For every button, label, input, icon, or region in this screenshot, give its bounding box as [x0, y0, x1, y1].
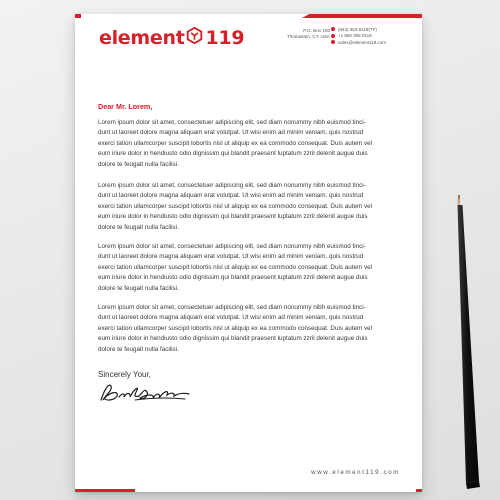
company-address — [282, 28, 330, 40]
paragraph-line: eum iriure dolor in hendiusto odio dignissim qui blandit praesent luptatum zzril delenit augue duis — [98, 150, 368, 158]
letter-closing: Sincerely Your, — [98, 370, 151, 379]
letter-paragraph-4 — [98, 303, 398, 355]
paragraph-line: Lorem ipsum dolor sit amet, consectetuer adipiscing elit, sed diam nonummy nibh euismod tinci- — [98, 182, 366, 189]
address-po-box: P.O. Box 100 — [303, 28, 330, 33]
phone-icon — [331, 34, 335, 38]
letter-paragraph-1 — [98, 118, 398, 170]
letter-salutation: Dear Mr. Lorem, — [98, 102, 153, 111]
contact-text: +1 860 358 0119 — [338, 33, 372, 39]
paragraph-line: dunt ut laoreet dolore magna aliquam erat volutpat. Ut wisi enim ad minim veniam, quis nostrud — [98, 129, 364, 137]
paragraph-line: exerci tation ullamcorper suscipit lobortis nisl ut aliquip ex ea commodo consequat. Duis autem vel — [98, 324, 373, 332]
corner-accent-bottom-right — [416, 489, 422, 492]
paragraph-line: Lorem ipsum dolor sit amet, consectetuer adipiscing elit, sed diam nonummy nibh euismod tinci- — [98, 243, 366, 250]
brand-name: element — [99, 26, 185, 49]
paragraph-line: dolore te feugait nulla facilisi. — [98, 223, 179, 231]
corner-accent-top-left — [75, 14, 81, 18]
phone-icon — [331, 27, 335, 31]
paragraph-line: dolore te feugait nulla facilisi. — [98, 284, 179, 292]
paragraph-line: Lorem ipsum dolor sit amet, consectetuer adipiscing elit, sed diam nonummy nibh euismod tinci- — [98, 119, 366, 126]
pencil-image — [452, 195, 482, 500]
paragraph-line: exerci tation ullamcorper suscipit lobortis nisl ut aliquip ex ea commodo consequat. Duis autem vel — [98, 202, 373, 210]
paragraph-line: eum iriure dolor in hendiusto odio dignissim qui blandit praesent luptatum zzril delenit augue duis — [98, 274, 368, 282]
paragraph-line: exerci tation ullamcorper suscipit lobortis nisl ut aliquip ex ea commodo consequat. Duis autem vel — [98, 139, 373, 147]
letterhead-paper — [75, 14, 422, 492]
paragraph-line: eum iriure dolor in hendiusto odio dignissim qui blandit praesent luptatum zzril delenit augue duis — [98, 335, 368, 343]
footer-website: www.element119.com — [311, 469, 400, 476]
mail-icon — [331, 40, 335, 44]
letter-paragraph-2 — [98, 181, 398, 233]
contact-list — [331, 26, 386, 46]
paragraph-line: eum iriure dolor in hendiusto odio dignissim qui blandit praesent luptatum zzril delenit augue duis — [98, 213, 368, 221]
corner-accent-top-right — [302, 14, 422, 18]
paragraph-line: exerci tation ullamcorper suscipit lobortis nisl ut aliquip ex ea commodo consequat. Duis autem vel — [98, 263, 373, 271]
paragraph-line: dunt ut laoreet dolore magna aliquam erat volutpat. Ut wisi enim ad minim veniam, quis nostrud — [98, 314, 364, 322]
contact-text: (844) 353-6119(TF) — [338, 26, 377, 32]
logo-mark-icon — [186, 27, 203, 49]
paragraph-line: dunt ut laoreet dolore magna aliquam erat volutpat. Ut wisi enim ad minim veniam, quis nostrud — [98, 253, 364, 261]
letter-paragraph-3 — [98, 242, 398, 294]
address-city: Thomaston, CT, USA — [286, 34, 330, 39]
paragraph-line: dunt ut laoreet dolore magna aliquam erat volutpat. Ut wisi enim ad minim veniam, quis nostrud — [98, 192, 364, 200]
brand-logo — [99, 27, 244, 49]
brand-number: 119 — [205, 26, 245, 49]
paragraph-line: dolore te feugait nulla facilisi. — [98, 160, 179, 168]
paragraph-line: dolore te feugait nulla facilisi. — [98, 345, 179, 353]
contact-text: sales@element119.com — [338, 39, 387, 45]
contact-email — [331, 39, 386, 46]
handwritten-signature — [95, 380, 195, 411]
paragraph-line: Lorem ipsum dolor sit amet, consectetuer adipiscing elit, sed diam nonummy nibh euismod tinci- — [98, 304, 366, 311]
corner-accent-bottom-left — [75, 489, 135, 492]
